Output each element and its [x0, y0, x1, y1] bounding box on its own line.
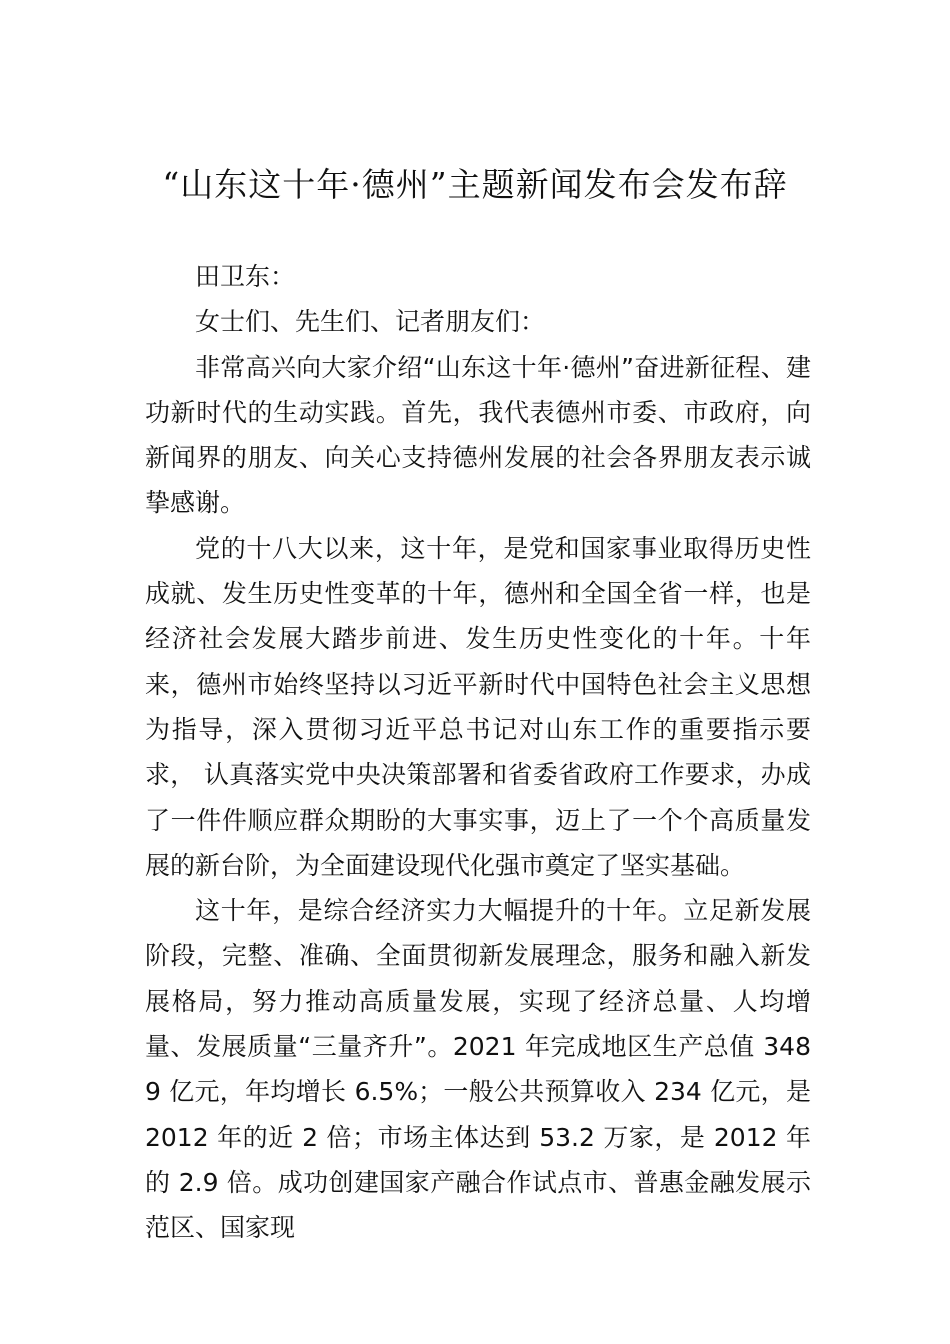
document-body: [145, 254, 811, 1251]
paragraph-intro: 非常高兴向大家介绍“山东这十年·德州”奋进新征程、建功新时代的生动实践。首先，我代表德州市委、市政府，向 新闻界的朋友、向关心支持德州发展的社会各界朋友表示诚挚感谢。: [145, 352, 811, 518]
document-title: “山东这十年·德州”主题新闻发布会发布辞: [162, 165, 788, 204]
salutation-speaker: 田卫东：: [195, 262, 296, 291]
salutation-audience: 女士们、先生们、记者朋友们：: [195, 307, 546, 337]
paragraph-decade-overview: 党的十八大以来，这十年，是党和国家事业取得历史性成就、发生历史性变革的十年，德州和全国全省一样，也是经济社会发展大踏步前进、发生历史性变化的十年。十年来，德州市始终坚持以习近平新时代中国特色社会主义思想为指导，深入贯彻习近平总书记对山东工作的重要指示要求， 认真落实党中央决策部署和省委省政府工作要求，办成了一件件顺应群众期盼的大事实事，迈上了一个个高质量发展的新台阶，为全面建设现代化强市奠定了坚实基础。: [145, 533, 811, 880]
paragraph-economic-strength: 这十年，是综合经济实力大幅提升的十年。立足新发展阶段，完整、准确、全面贯彻新发展理念，服务和融入新发 展格局，努力推动高质量发展，实现了经济总量、人均增量、发展质量“三量齐升”。2021 年完成地区生产总值 3489 亿元，年均增长 6.5%；一般公共预算收入 234 亿元，是 2012 年的近 2 倍；市场主体达到 53.2 万家，是 2012 年的 2.9 倍。成功创建国家产融合作试点市、普惠金融发展示范区、国家现: [145, 896, 811, 1243]
